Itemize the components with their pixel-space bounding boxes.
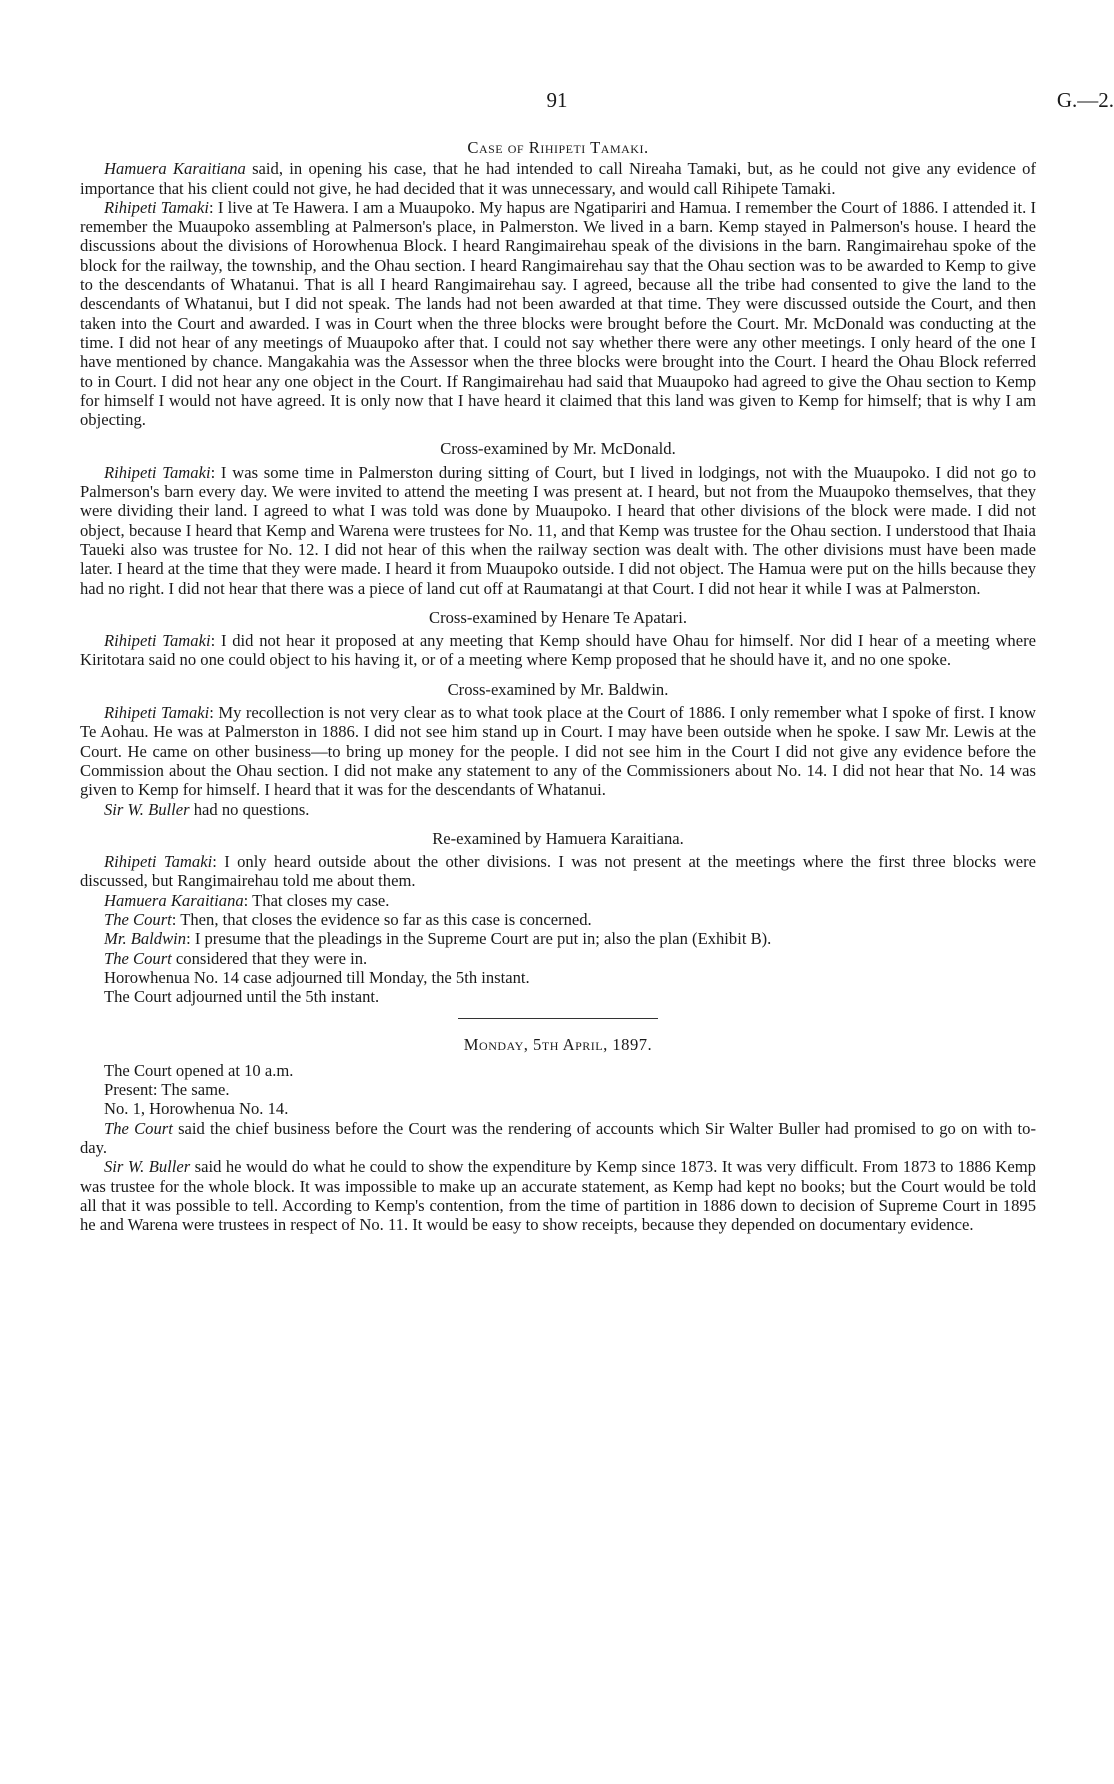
paragraph-text: : My recollection is not very clear as to what took place at the Court of 1886. I only remember what I spoke of first. I know Te Aohau. He was at Palmerston in 1886. I did not see him stand up in Court. I may have been outside when he spoke. I saw Mr. Lewis at the Court. He came on other business—to bring up money for the people. I did not see him in the Court I did not give any evidence before the Commission about the Ohau section. I did not make any statement to any of the Commissioners about No. 14. I did not hear that No. 14 was given to Kemp for himself. I heard that it was for the descendants of Whatanui. (80, 703, 1036, 800)
section-heading: Re-examined by Hamuera Karaitiana. (432, 828, 684, 848)
paragraph-text: considered that they were in. (171, 948, 368, 968)
paragraph-line: The Court adjourned until the 5th instant. (104, 987, 380, 1007)
speaker-name: The Court (104, 909, 172, 929)
paragraph-text: : I was some time in Palmerston during sitting of Court, but I lived in lodgings, not with the Muaupoko. I did not go to Palmerson's barn every day. We were invited to attend the meeting I was present at. I heard, but not from the Muaupoko themselves, that they were dividing their land. I agreed to what I was told was done by Muaupoko. I heard that other divisions of the block were made. I did not object, because I heard that Kemp and Warena were trustees for No. 11, and that Kemp was trustee for the Ohau section. I understood that Ihaia Taueki also was trustee for No. 12. I did not hear of this when the railway section was dealt with. The other divisions must have been made later. I heard at the time that they were made. I heard it from Muaupoko outside. I did not object. The Hamua were put on the hills because they had no right. I did not hear that there was a piece of land cut off at Raumatangi at that Court. I did not hear it while I was at Palmerston. (80, 462, 1036, 598)
paragraph-line (80, 910, 1036, 929)
paragraph-evidence (80, 198, 1036, 430)
paragraph-text: : Then, that closes the evidence so far as this case is concerned. (171, 909, 592, 929)
document-body (80, 138, 1036, 1234)
speaker-name: Rihipeti Tamaki (104, 631, 211, 651)
paragraph-line (80, 1157, 1036, 1234)
speaker-name: The Court (104, 1118, 173, 1138)
paragraph-text: said the chief business before the Court was the rendering of accounts which Sir Walter Buller had promised to go on with to-day. (80, 1118, 1036, 1157)
paragraph-cross1 (80, 463, 1036, 598)
paragraph-reexam (80, 852, 1036, 891)
paragraph-line (80, 891, 1036, 910)
speaker-name: Rihipeti Tamaki (104, 197, 210, 217)
paragraph-text: had no questions. (189, 799, 310, 819)
speaker-name: Rihipeti Tamaki (104, 852, 213, 872)
paragraph-text: : I only heard outside about the other divisions. I was not present at the meetings where the first three blocks were discussed, but Rangimairehau told me about them. (80, 852, 1036, 891)
speaker-name: Rihipeti Tamaki (104, 703, 210, 723)
paragraph-line (80, 1119, 1036, 1158)
paragraph-line: Present: The same. (104, 1080, 230, 1100)
speaker-name: The Court (104, 948, 172, 968)
paragraph-line (80, 929, 1036, 948)
speaker-name: Hamuera Karaitiana (104, 159, 246, 179)
paragraph-text: said he would do what he could to show the expenditure by Kemp since 1873. It was very difficult. From 1873 to 1886 Kemp was trustee for the whole block. It was impossible to make up an accurate statement, as Kemp had kept no books; but the Court would be told all that it was possible to tell. According to Kemp's contention, from the time of partition in 1886 down to decision of Supreme Court in 1895 he and Warena were trustees in respect of No. 11. It would be easy to show receipts, because they depended on documentary evidence. (80, 1157, 1036, 1235)
paragraph-text: : I presume that the pleadings in the Supreme Court are put in; also the plan (Exhibit B). (186, 929, 772, 949)
paragraph-line: Horowhenua No. 14 case adjourned till Monday, the 5th instant. (104, 967, 530, 987)
section-heading: Cross-examined by Mr. Baldwin. (447, 679, 669, 699)
paragraph-line: The Court opened at 10 a.m. (104, 1060, 294, 1080)
speaker-name: Sir W. Buller (104, 799, 190, 819)
paragraph-text: : That closes my case. (243, 890, 390, 910)
speaker-name: Mr. Baldwin (104, 929, 187, 949)
case-title: Case of Rihipeti Tamaki. (467, 138, 649, 157)
speaker-name: Sir W. Buller (104, 1157, 191, 1177)
paragraph-line (80, 949, 1036, 968)
speaker-name: Hamuera Karaitiana (104, 890, 244, 910)
paragraph-line: No. 1, Horowhenua No. 14. (104, 1099, 289, 1119)
document-reference: G.—2. (1056, 88, 1114, 112)
paragraph-text: : I did not hear it proposed at any meeting that Kemp should have Ohau for himself. Nor did I hear of a meeting where Kiritotara said no one could object to his having it, or of a meeting where Kemp proposed that he should have it, and no one spoke. (80, 631, 1036, 670)
section-divider (458, 1018, 658, 1019)
speaker-name: Rihipeti Tamaki (104, 462, 211, 482)
section-heading: Cross-examined by Mr. McDonald. (440, 439, 676, 459)
page-number: 91 (546, 88, 568, 112)
session-date: Monday, 5th April, 1897. (463, 1035, 653, 1055)
paragraph-text: said, in opening his case, that he had intended to call Nireaha Tamaki, but, as he could not give any evidence of importance that his client could not give, he had decided that it was unnecessary, and would call Rihipete Tamaki. (80, 159, 1036, 198)
paragraph-intro (80, 159, 1036, 198)
section-heading: Cross-examined by Henare Te Apatari. (429, 607, 687, 627)
paragraph-text: : I live at Te Hawera. I am a Muaupoko. My hapus are Ngatipariri and Hamua. I remember the Court of 1886. I attended it. I remember the Muaupoko assembling at Palmerson's place, in Palmerston. We lived in a barn. Kemp stayed in Palmerson's house. I heard the discussions about the divisions of Horowhenua Block. I heard Rangimairehau speak of the divisions in the barn. Rangimairehau spoke of the block for the railway, the township, and the Ohau section. I heard Rangimairehau say that the Ohau section was to be awarded to Kemp to give to the descendants of Whatanui. That is all I heard Rangimairehau say. I agreed, because all the tribe had consented to give the land to the descendants of Whatanui, but I did not speak. The lands had not been awarded at that time. They were discussed outside the Court, and then taken into the Court and awarded. I was in Court when the three blocks were brought before the Court. Mr. McDonald was conducting at the time. I did not hear of any meetings of Muaupoko after that. I could not say whether there were any other meetings. I only heard of the one I have mentioned by chance. Mangakahia was the Assessor when the three blocks were brought into the Court. I heard the Ohau Block referred to in Court. I did not hear any one object in the Court. If Rangimairehau had said that Muaupoko had agreed to give the Ohau section to Kemp for himself I would not have agreed. It is only now that I have heard it claimed that this land was given to Kemp for himself; that is why I am objecting. (80, 197, 1036, 430)
paragraph-buller (80, 800, 1036, 819)
paragraph-cross2 (80, 631, 1036, 670)
paragraph-cross3 (80, 703, 1036, 799)
